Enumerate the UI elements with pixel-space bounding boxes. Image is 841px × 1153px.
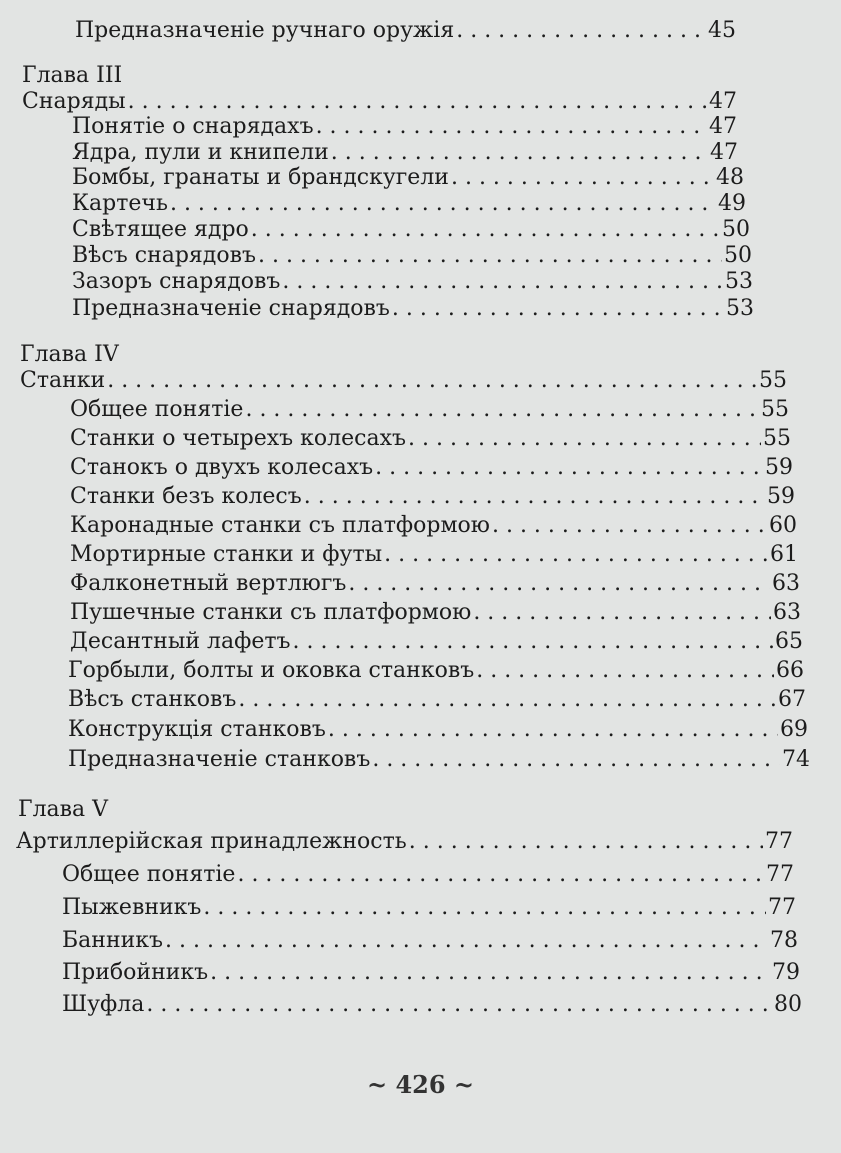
toc-entry	[62, 927, 798, 955]
leader-dots	[492, 512, 767, 540]
toc-entry-page: 77	[768, 895, 796, 920]
toc-entry-page: 55	[761, 397, 789, 422]
toc-entry	[70, 570, 800, 598]
leader-dots	[245, 396, 759, 424]
toc-entry	[62, 991, 802, 1019]
toc-entry-page: 53	[726, 296, 754, 321]
toc-entry-title: Вѣсъ станковъ	[68, 687, 237, 712]
toc-entry-page: 49	[718, 191, 746, 216]
toc-entry-page: 50	[722, 217, 750, 242]
toc-entry-page: 78	[770, 928, 798, 953]
leader-dots	[293, 628, 773, 656]
toc-entry-page: 55	[759, 368, 787, 393]
toc-entry	[72, 190, 746, 218]
toc-entry	[20, 367, 787, 395]
leader-dots	[328, 716, 778, 744]
toc-entry-page: 47	[709, 114, 737, 139]
toc-entry	[68, 746, 810, 774]
toc-entry-title: Предназначеніе снарядовъ	[72, 296, 390, 321]
leader-dots	[392, 295, 724, 323]
toc-entry	[70, 628, 803, 656]
toc-entry-page: 59	[767, 484, 795, 509]
leader-dots	[409, 828, 763, 856]
toc-entry	[70, 599, 801, 627]
toc-entry	[68, 657, 804, 685]
leader-dots	[456, 17, 706, 45]
toc-entry-title: Десантный лафетъ	[70, 629, 291, 654]
leader-dots	[107, 367, 757, 395]
chapter-heading: Глава V	[18, 797, 109, 822]
toc-entry-title: Бомбы, гранаты и брандскугели	[72, 165, 449, 190]
leader-dots	[128, 88, 707, 116]
toc-entry-page: 60	[769, 513, 797, 538]
toc-entry-title: Общее понятіе	[62, 862, 236, 887]
toc-entry	[22, 88, 737, 116]
toc-entry-title: Вѣсъ снарядовъ	[72, 243, 256, 268]
toc-entry-title: Пушечные станки съ платформою	[70, 600, 472, 625]
toc-entry	[72, 113, 737, 141]
toc-entry-page: 69	[780, 717, 808, 742]
toc-entry-title: Станки о четырехъ колесахъ	[70, 426, 407, 451]
toc-entry-page: 50	[724, 243, 752, 268]
toc-entry-page: 80	[774, 992, 802, 1017]
toc-entry-page: 74	[782, 747, 810, 772]
toc-entry	[75, 17, 736, 45]
toc-entry-page: 63	[773, 600, 801, 625]
toc-entry-title: Мортирные станки и футы	[70, 542, 383, 567]
toc-entry-title: Картечь	[72, 191, 168, 216]
toc-entry	[70, 512, 797, 540]
toc-entry-page: 47	[709, 89, 737, 114]
toc-entry-page: 55	[763, 426, 791, 451]
toc-entry-title: Артиллерійская принадлежность	[16, 829, 407, 854]
toc-entry-page: 65	[775, 629, 803, 654]
toc-entry-page: 77	[766, 862, 794, 887]
toc-entry-page: 63	[772, 571, 800, 596]
leader-dots	[210, 959, 770, 987]
toc-entry-page: 53	[725, 269, 753, 294]
toc-entry-title: Каронадные станки съ платформою	[70, 513, 490, 538]
toc-entry-title: Фалконетный вертлюгъ	[70, 571, 347, 596]
toc-entry-title: Пыжевникъ	[62, 895, 202, 920]
toc-entry	[72, 268, 753, 296]
toc-entry-title: Общее понятіе	[70, 397, 244, 422]
toc-entry-page: 79	[772, 960, 800, 985]
toc-entry-title: Горбыли, болты и оковка станковъ	[68, 658, 475, 683]
toc-entry	[72, 295, 754, 323]
toc-entry-title: Станокъ о двухъ колесахъ	[70, 455, 374, 480]
leader-dots	[348, 570, 770, 598]
toc-entry	[62, 861, 794, 889]
toc-entry	[16, 828, 793, 856]
page-number-footer: ~ 426 ~	[366, 1070, 475, 1099]
toc-entry	[68, 686, 806, 714]
toc-entry	[70, 396, 789, 424]
toc-entry-title: Станки безъ колесъ	[70, 484, 302, 509]
toc-entry-title: Снаряды	[22, 89, 126, 114]
leader-dots	[408, 425, 761, 453]
toc-entry-title: Ядра, пули и книпели	[72, 140, 329, 165]
leader-dots	[331, 139, 708, 167]
leader-dots	[258, 242, 722, 270]
leader-dots	[203, 894, 766, 922]
toc-entry	[72, 216, 750, 244]
leader-dots	[375, 454, 763, 482]
toc-entry-title: Свѣтящее ядро	[72, 217, 249, 242]
toc-entry-title: Станки	[20, 368, 106, 393]
leader-dots	[316, 113, 707, 141]
leader-dots	[251, 216, 720, 244]
toc-entry	[72, 242, 752, 270]
leader-dots	[451, 164, 714, 192]
toc-entry-title: Шуфла	[62, 992, 145, 1017]
toc-entry	[70, 483, 795, 511]
toc-entry-page: 61	[770, 542, 798, 567]
toc-entry	[68, 716, 808, 744]
toc-entry	[62, 959, 800, 987]
toc-entry-page: 59	[765, 455, 793, 480]
toc-entry	[70, 454, 793, 482]
toc-entry	[72, 164, 744, 192]
toc-entry	[72, 139, 738, 167]
leader-dots	[146, 991, 772, 1019]
toc-entry-title: Прибойникъ	[62, 960, 209, 985]
toc-entry-title: Понятіе о снарядахъ	[72, 114, 314, 139]
toc-entry-title: Предназначеніе станковъ	[68, 747, 371, 772]
chapter-heading: Глава IV	[20, 342, 119, 367]
toc-entry-page: 66	[776, 658, 804, 683]
toc-entry	[70, 425, 791, 453]
toc-entry-page: 47	[710, 140, 738, 165]
leader-dots	[238, 686, 776, 714]
chapter-heading: Глава III	[22, 63, 123, 88]
leader-dots	[237, 861, 764, 889]
leader-dots	[372, 746, 780, 774]
toc-entry	[62, 894, 796, 922]
toc-entry-title: Банникъ	[62, 928, 164, 953]
toc-entry-title: Зазоръ снарядовъ	[72, 269, 281, 294]
leader-dots	[165, 927, 768, 955]
toc-entry-title: Конструкція станковъ	[68, 717, 326, 742]
leader-dots	[476, 657, 774, 685]
leader-dots	[384, 541, 768, 569]
toc-entry-title: Предназначеніе ручнаго оружія	[75, 18, 455, 43]
leader-dots	[473, 599, 771, 627]
toc-entry-page: 77	[765, 829, 793, 854]
toc-entry-page: 48	[716, 165, 744, 190]
toc-entry-page: 45	[708, 18, 736, 43]
leader-dots	[170, 190, 716, 218]
leader-dots	[282, 268, 723, 296]
leader-dots	[304, 483, 765, 511]
toc-entry-page: 67	[778, 687, 806, 712]
toc-entry	[70, 541, 798, 569]
